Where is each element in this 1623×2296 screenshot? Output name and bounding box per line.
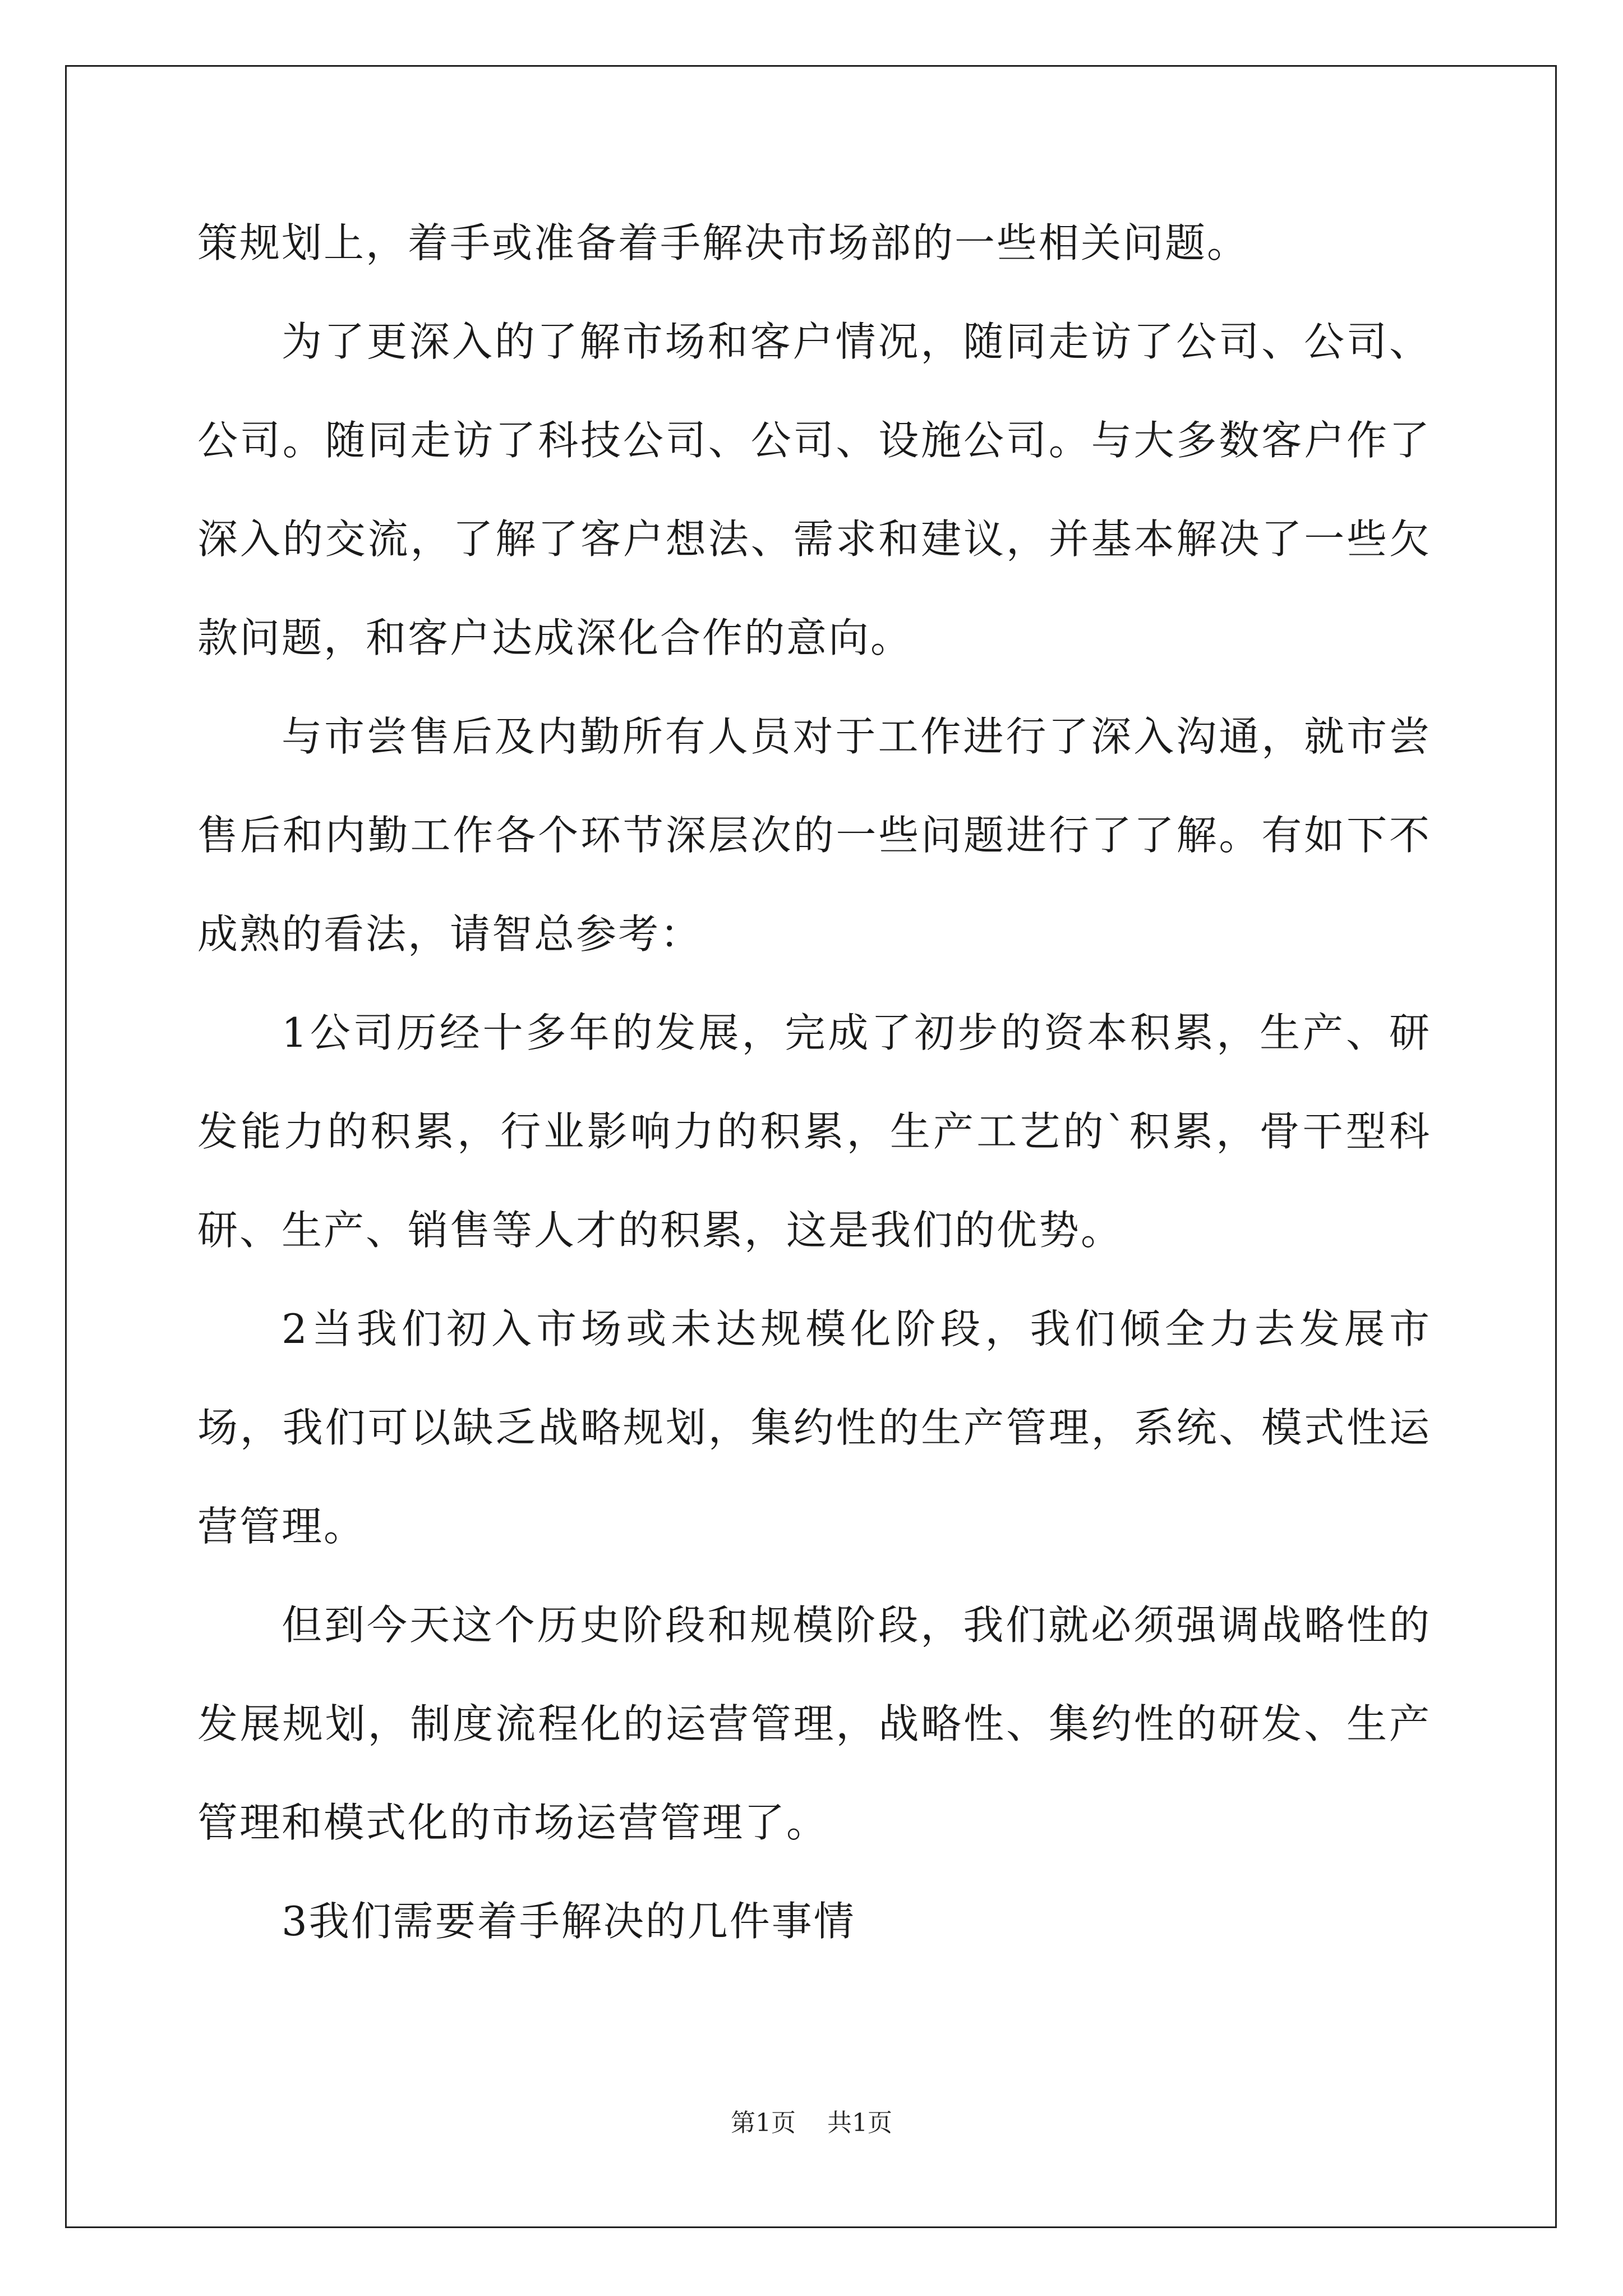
paragraph-5: 2当我们初入市场或未达规模化阶段，我们倾全力去发展市场，我们可以缺乏战略规划，集约性的生产管理，系统、模式性运营管理。	[197, 1305, 1431, 1550]
paragraph-1: 策规划上，着手或准备着手解决市场部的一些相关问题。	[197, 219, 1249, 266]
document-body	[197, 194, 1431, 1971]
page-number: 第1页	[731, 2109, 796, 2137]
page-footer	[0, 2106, 1623, 2140]
paragraph-3: 与市尝售后及内勤所有人员对于工作进行了深入沟通，就市尝售后和内勤工作各个环节深层次的一些问题进行了了解。有如下不成熟的看法，请智总参考：	[197, 713, 1431, 958]
page-total: 共1页	[827, 2109, 892, 2137]
paragraph-7: 3我们需要着手解决的几件事情	[282, 1898, 856, 1945]
paragraph-4: 1公司历经十多年的发展，完成了初步的资本积累，生产、研发能力的积累，行业影响力的积累，生产工艺的`积累，骨干型科研、生产、销售等人才的积累，这是我们的优势。	[197, 1009, 1431, 1254]
paragraph-6: 但到今天这个历史阶段和规模阶段，我们就必须强调战略性的发展规划，制度流程化的运营管理，战略性、集约性的研发、生产管理和模式化的市场运营管理了。	[197, 1602, 1431, 1846]
paragraph-2: 为了更深入的了解市场和客户情况，随同走访了公司、公司、公司。随同走访了科技公司、公司、设施公司。与大多数客户作了深入的交流，了解了客户想法、需求和建议，并基本解决了一些欠款问题，和客户达成深化合作的意向。	[197, 318, 1431, 661]
